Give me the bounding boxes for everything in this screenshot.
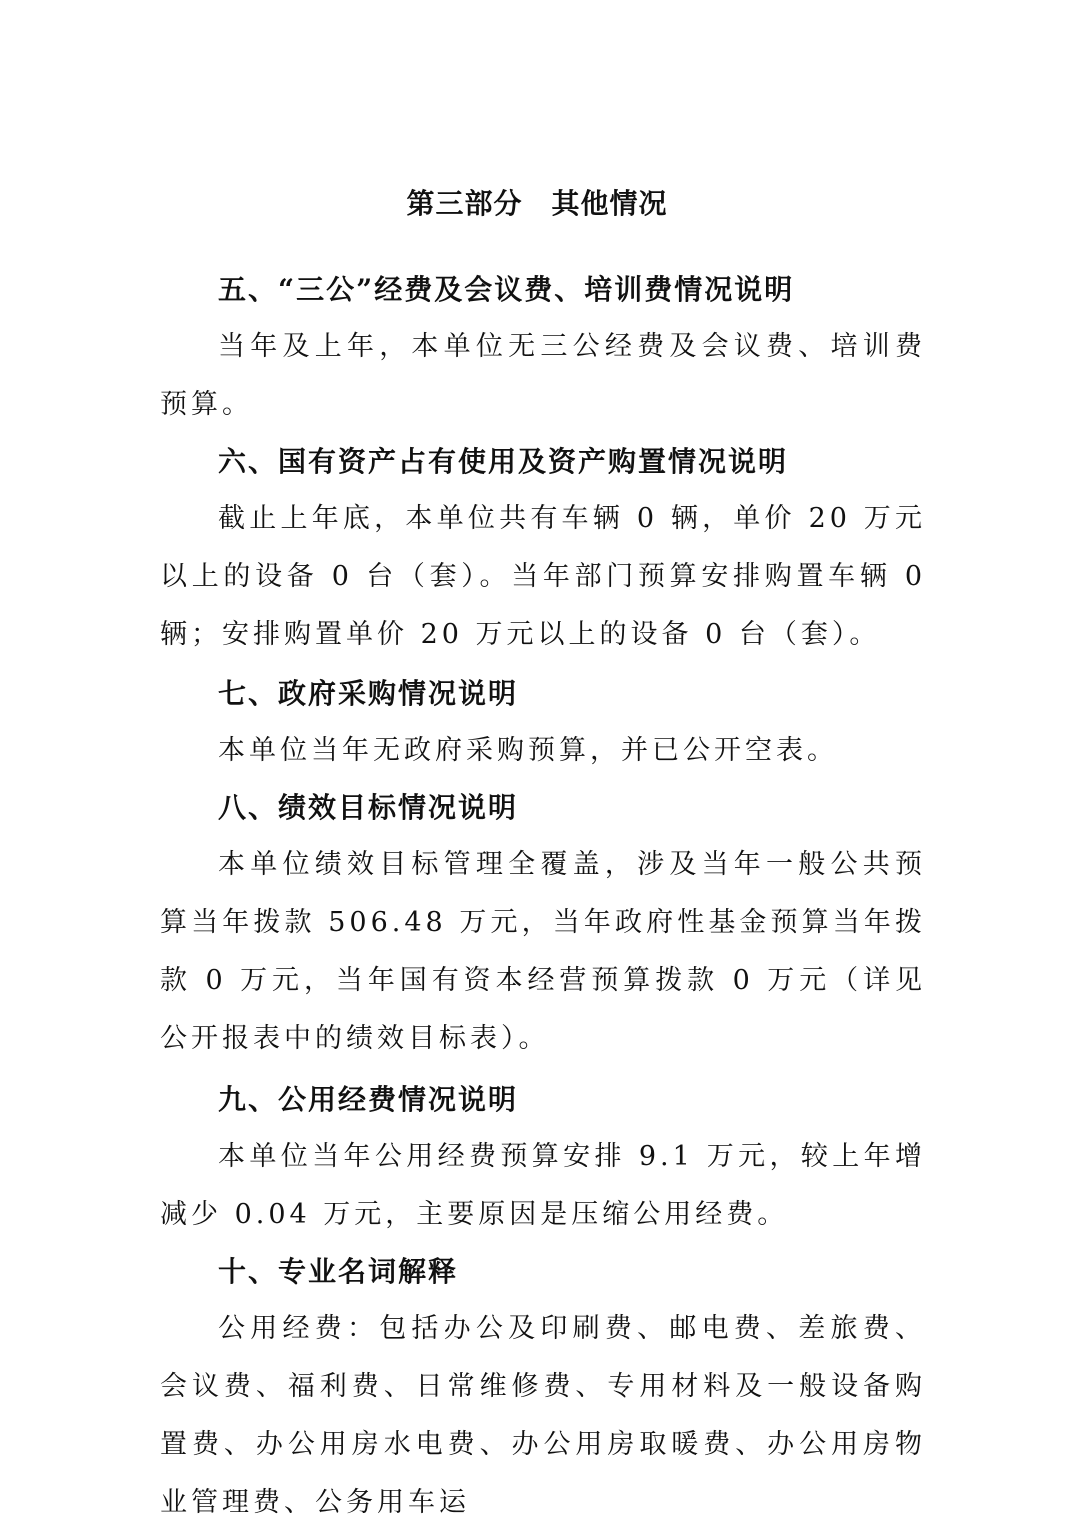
- section-heading-sangong: 五、“三公”经费及会议费、培训费情况说明: [218, 273, 795, 306]
- section-heading-assets: 六、国有资产占有使用及资产购置情况说明: [218, 445, 789, 478]
- section-body-performance: 本单位绩效目标管理全覆盖，涉及当年一般公共预算当年拨款 506.48 万元，当年政府性基金预算当年拨款 0 万元，当年国有资本经营预算拨款 0 万元（详见公开报表中的绩效目标表）。: [160, 849, 926, 1054]
- section-body-sangong: 当年及上年，本单位无三公经费及会议费、培训费预算。: [160, 331, 926, 420]
- section-body-public-funds: 本单位当年公用经费预算安排 9.1 万元，较上年增减少 0.04 万元，主要原因是压缩公用经费。: [160, 1141, 926, 1230]
- section-heading-public-funds: 九、公用经费情况说明: [218, 1083, 519, 1116]
- page-title: 第三部分 其他情况: [406, 187, 668, 220]
- section-body-procurement: 本单位当年无政府采购预算，并已公开空表。: [218, 735, 838, 766]
- section-heading-performance: 八、绩效目标情况说明: [218, 791, 519, 824]
- document-body: [160, 262, 926, 1532]
- section-body-assets: 截止上年底，本单位共有车辆 0 辆，单价 20 万元以上的设备 0 台（套）。当年部门预算安排购置车辆 0 辆；安排购置单价 20 万元以上的设备 0 台（套）。: [160, 503, 926, 650]
- section-heading-glossary: 十、专业名词解释: [218, 1255, 459, 1288]
- section-body-glossary: 公用经费：包括办公及印刷费、邮电费、差旅费、会议费、福利费、日常维修费、专用材料及一般设备购置费、办公用房水电费、办公用房取暖费、办公用房物业管理费、公务用车运: [160, 1313, 926, 1518]
- section-heading-procurement: 七、政府采购情况说明: [218, 677, 519, 710]
